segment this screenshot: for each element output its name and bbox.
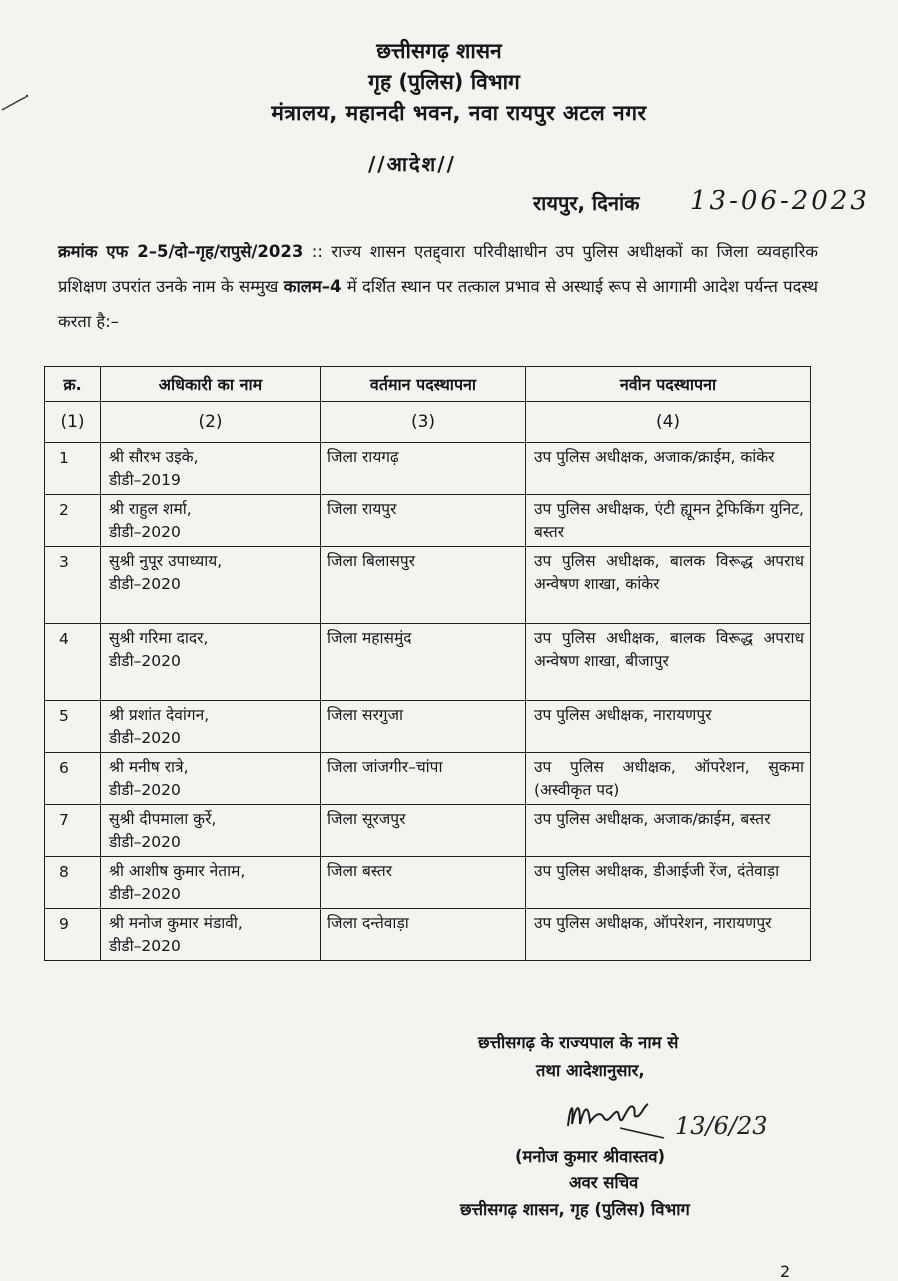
office-address: मंत्रालय, महानदी भवन, नवा रायपुर अटल नगर xyxy=(271,101,647,125)
officer-name: सुश्री नुपूर उपाध्याय, xyxy=(109,552,223,570)
officer-name: श्री प्रशांत देवांगन, xyxy=(109,706,210,724)
new-posting: उप पुलिस अधीक्षक, डीआईजी रेंज, दंतेवाड़ा xyxy=(526,857,811,909)
table-row xyxy=(45,909,811,961)
column-reference: कालम–4 xyxy=(283,277,342,296)
table-row xyxy=(45,857,811,909)
new-posting: उप पुलिस अधीक्षक, ऑपरेशन, सुकमा (अस्वीकृत पद) xyxy=(526,753,811,805)
table-row xyxy=(45,753,811,805)
authority-line: छत्तीसगढ़ के राज्यपाल के नाम से xyxy=(478,1033,679,1052)
serial-number: 2 xyxy=(45,495,101,547)
order-line: तथा आदेशानुसार, xyxy=(536,1061,645,1080)
officer-name: सुश्री गरिमा दादर, xyxy=(109,629,209,647)
serial-number: 5 xyxy=(45,701,101,753)
officer-batch: डीडी–2020 xyxy=(109,652,181,670)
current-posting: जिला रायगढ़ xyxy=(321,443,526,495)
signatory-designation: अवर सचिव xyxy=(569,1173,639,1192)
officer-cell xyxy=(101,624,321,701)
paragraph-text-2: में दर्शित स्थान पर तत्काल प्रभाव से अस्थाई रूप से आगामी आदेश पर्यन्त पदस्थ करता है:– xyxy=(58,277,818,331)
date-label: रायपुर, दिनांक xyxy=(533,191,640,215)
table-row xyxy=(45,624,811,701)
officer-name: श्री आशीष कुमार नेताम, xyxy=(109,862,246,880)
officer-batch: डीडी–2020 xyxy=(109,885,181,903)
govt-name: छत्तीसगढ़ शासन xyxy=(376,39,502,63)
officer-batch: डीडी–2019 xyxy=(109,471,181,489)
signature-date: 13/6/23 xyxy=(675,1112,768,1140)
department-name: गृह (पुलिस) विभाग xyxy=(368,70,520,94)
officer-name: श्री मनोज कुमार मंडावी, xyxy=(109,914,243,932)
header-serial: क्र. xyxy=(45,367,101,402)
current-posting: जिला सूरजपुर xyxy=(321,805,526,857)
table-row xyxy=(45,805,811,857)
officer-batch: डीडी–2020 xyxy=(109,937,181,955)
officer-cell xyxy=(101,443,321,495)
table-header-row xyxy=(45,367,811,402)
order-reference: क्रमांक एफ 2–5/दो–गृह/रापुसे/2023 xyxy=(58,242,304,261)
new-posting: उप पुलिस अधीक्षक, बालक विरूद्ध अपराध अन्वेषण शाखा, कांकेर xyxy=(526,547,811,624)
new-posting: उप पुलिस अधीक्षक, बालक विरूद्ध अपराध अन्वेषण शाखा, बीजापुर xyxy=(526,624,811,701)
officer-batch: डीडी–2020 xyxy=(109,575,181,593)
new-posting: उप पुलिस अधीक्षक, एंटी ह्यूमन ट्रेफिकिंग युनिट, बस्तर xyxy=(526,495,811,547)
serial-number: 6 xyxy=(45,753,101,805)
current-posting: जिला बस्तर xyxy=(321,857,526,909)
new-posting: उप पुलिस अधीक्षक, ऑपरेशन, नारायणपुर xyxy=(526,909,811,961)
officer-name: श्री राहुल शर्मा, xyxy=(109,500,192,518)
col-number: (2) xyxy=(101,402,321,443)
letterhead xyxy=(0,36,898,129)
signatory-name: (मनोज कुमार श्रीवास्तव) xyxy=(515,1147,666,1166)
current-posting: जिला बिलासपुर xyxy=(321,547,526,624)
header-current-posting: वर्तमान पदस्थापना xyxy=(321,367,526,402)
officer-cell xyxy=(101,857,321,909)
page-number: 2 xyxy=(780,1262,791,1281)
table-row xyxy=(45,701,811,753)
officer-batch: डीडी–2020 xyxy=(109,523,181,541)
signatory-department: छत्तीसगढ़ शासन, गृह (पुलिस) विभाग xyxy=(460,1200,690,1219)
current-posting: जिला दन्तेवाड़ा xyxy=(321,909,526,961)
officer-batch: डीडी–2020 xyxy=(109,781,181,799)
current-posting: जिला रायपुर xyxy=(321,495,526,547)
officer-cell xyxy=(101,701,321,753)
order-paragraph xyxy=(58,234,818,339)
current-posting: जिला जांजगीर–चांपा xyxy=(321,753,526,805)
serial-number: 3 xyxy=(45,547,101,624)
new-posting: उप पुलिस अधीक्षक, नारायणपुर xyxy=(526,701,811,753)
serial-number: 4 xyxy=(45,624,101,701)
officer-cell xyxy=(101,495,321,547)
col-number: (1) xyxy=(45,402,101,443)
serial-number: 7 xyxy=(45,805,101,857)
current-posting: जिला सरगुजा xyxy=(321,701,526,753)
officer-batch: डीडी–2020 xyxy=(109,833,181,851)
officer-name: श्री सौरभ उइके, xyxy=(109,448,199,466)
serial-number: 1 xyxy=(45,443,101,495)
table-row xyxy=(45,495,811,547)
paragraph-text-1: :: राज्य शासन एतद्द्वारा परिवीक्षाधीन उप पुलिस अधीक्षकों का जिला व्यवहारिक प्रशिक्षण उपरांत उनके नाम के सम्मुख xyxy=(58,242,818,296)
posting-table xyxy=(44,366,811,961)
serial-number: 8 xyxy=(45,857,101,909)
serial-number: 9 xyxy=(45,909,101,961)
current-posting: जिला महासमुंद xyxy=(321,624,526,701)
officer-cell xyxy=(101,753,321,805)
col-number: (3) xyxy=(321,402,526,443)
officer-cell xyxy=(101,909,321,961)
new-posting: उप पुलिस अधीक्षक, अजाक/क्राईम, बस्तर xyxy=(526,805,811,857)
header-officer-name: अधिकारी का नाम xyxy=(101,367,321,402)
header-new-posting: नवीन पदस्थापना xyxy=(526,367,811,402)
order-title: //आदेश// xyxy=(368,152,456,176)
officer-name: श्री मनीष रात्रे, xyxy=(109,758,189,776)
handwritten-date: 13-06-2023 xyxy=(690,186,870,216)
officer-name: सुश्री दीपमाला कुर्रे, xyxy=(109,810,217,828)
col-number: (4) xyxy=(526,402,811,443)
officer-batch: डीडी–2020 xyxy=(109,729,181,747)
handwritten-signature xyxy=(560,1088,670,1148)
new-posting: उप पुलिस अधीक्षक, अजाक/क्राईम, कांकेर xyxy=(526,443,811,495)
column-number-row xyxy=(45,402,811,443)
table-row xyxy=(45,443,811,495)
officer-cell xyxy=(101,805,321,857)
officer-cell xyxy=(101,547,321,624)
table-row xyxy=(45,547,811,624)
